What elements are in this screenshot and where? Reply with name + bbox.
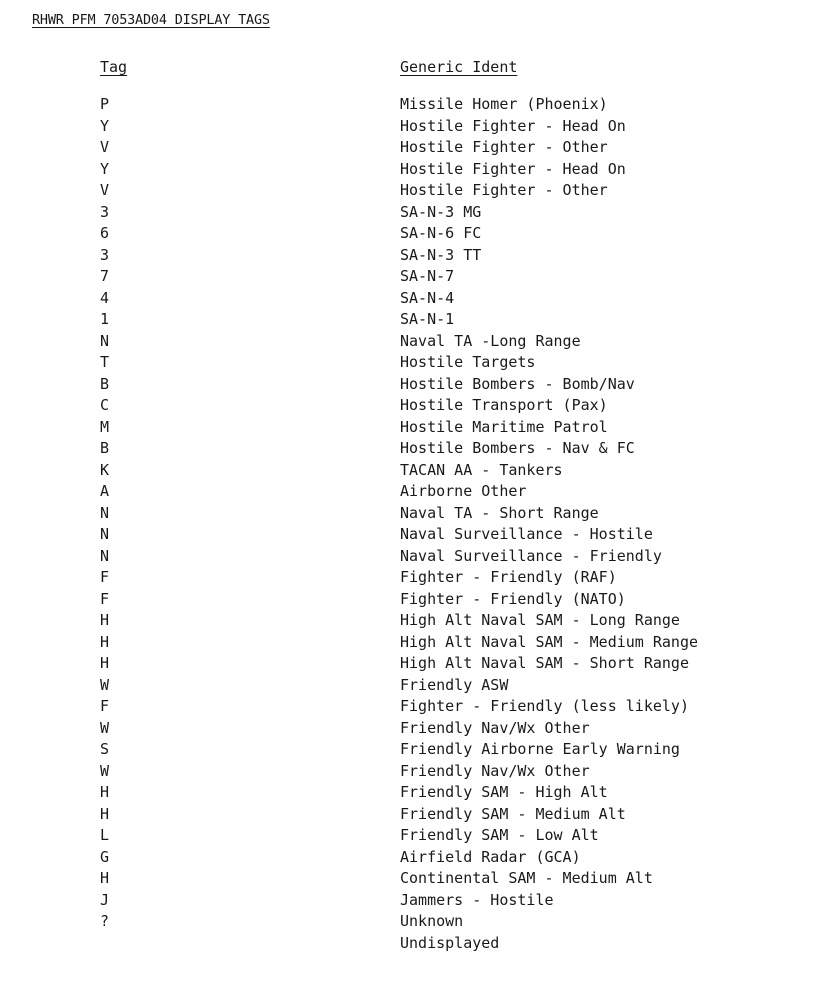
document-title: RHWR PFM 7053AD04 DISPLAY TAGS: [32, 12, 270, 28]
table-row: [0, 202, 825, 224]
tag-cell: W: [100, 675, 110, 694]
generic-ident-cell: High Alt Naval SAM - Short Range: [400, 654, 689, 672]
generic-ident-cell: Airfield Radar (GCA): [400, 847, 581, 866]
table-row: [0, 180, 825, 202]
table-row: [0, 675, 825, 697]
generic-ident-cell: Naval Surveillance - Hostile: [400, 525, 653, 543]
table-row: [0, 761, 825, 783]
generic-ident-cell: Friendly SAM - Low Alt: [400, 826, 599, 844]
tag-cell: H: [100, 869, 110, 887]
tag-cell: N: [100, 503, 110, 522]
tag-cell: A: [100, 482, 110, 500]
tag-cell: V: [100, 181, 110, 199]
generic-ident-cell: Friendly Nav/Wx Other: [400, 761, 590, 780]
table-row: [0, 718, 825, 740]
tag-cell: B: [100, 439, 110, 457]
table-row: [0, 159, 825, 181]
tag-cell: M: [100, 417, 110, 436]
table-row: [0, 847, 825, 869]
tag-cell: N: [100, 331, 110, 350]
tag-cell: H: [100, 783, 110, 801]
generic-ident-cell: Friendly SAM - High Alt: [400, 783, 608, 801]
table-row: [0, 374, 825, 396]
generic-ident-cell: Fighter - Friendly (less likely): [400, 697, 689, 715]
table-row: [0, 395, 825, 417]
tag-cell: F: [100, 589, 110, 608]
generic-ident-cell: Missile Homer (Phoenix): [400, 95, 608, 113]
tag-cell: F: [100, 568, 110, 586]
generic-ident-cell: Hostile Fighter - Other: [400, 138, 608, 156]
table-row: [0, 438, 825, 460]
generic-ident-cell: SA-N-7: [400, 267, 455, 285]
generic-ident-cell: Hostile Targets: [400, 353, 536, 371]
table-row: [0, 503, 825, 525]
generic-ident-cell: High Alt Naval SAM - Long Range: [400, 611, 680, 629]
tag-cell: P: [100, 95, 110, 113]
generic-ident-cell: Friendly SAM - Medium Alt: [400, 804, 626, 823]
table-row: [0, 696, 825, 718]
tag-cell: ?: [100, 912, 110, 930]
generic-ident-cell: Jammers - Hostile: [400, 890, 554, 909]
generic-ident-cell: Hostile Transport (Pax): [400, 396, 608, 414]
table-row: [0, 266, 825, 288]
generic-ident-cell: SA-N-1: [400, 310, 455, 328]
tag-cell: H: [100, 632, 110, 651]
tag-cell: 3: [100, 245, 110, 264]
tag-cell: H: [100, 804, 110, 823]
table-row: [0, 653, 825, 675]
table-row: [0, 245, 825, 267]
tag-cell: V: [100, 138, 110, 156]
generic-ident-cell: SA-N-4: [400, 288, 455, 307]
tag-cell: C: [100, 396, 110, 414]
generic-ident-cell: SA-N-6 FC: [400, 224, 482, 242]
tag-cell: F: [100, 697, 110, 715]
generic-ident-cell: Hostile Fighter - Head On: [400, 159, 626, 178]
generic-ident-cell: Airborne Other: [400, 482, 527, 500]
column-header-generic-ident: Generic Ident: [400, 58, 518, 76]
generic-ident-cell: Unknown: [400, 912, 464, 930]
table-row: [0, 288, 825, 310]
generic-ident-cell: SA-N-3 MG: [400, 202, 482, 221]
tag-cell: 7: [100, 267, 110, 285]
generic-ident-cell: TACAN AA - Tankers: [400, 460, 563, 479]
display-tags-table: [0, 94, 825, 954]
generic-ident-cell: Naval TA - Short Range: [400, 503, 599, 522]
tag-cell: W: [100, 718, 110, 737]
table-row: [0, 524, 825, 546]
tag-cell: L: [100, 826, 110, 844]
table-row: [0, 825, 825, 847]
generic-ident-cell: Hostile Fighter - Other: [400, 181, 608, 199]
table-row: [0, 589, 825, 611]
table-row: [0, 739, 825, 761]
table-row: [0, 868, 825, 890]
tag-cell: Y: [100, 159, 110, 178]
tag-cell: 1: [100, 310, 110, 328]
tag-cell: T: [100, 353, 110, 371]
generic-ident-cell: Continental SAM - Medium Alt: [400, 869, 653, 887]
generic-ident-cell: Hostile Bombers - Bomb/Nav: [400, 374, 635, 393]
tag-cell: G: [100, 847, 110, 866]
generic-ident-cell: Hostile Bombers - Nav & FC: [400, 439, 635, 457]
table-row: [0, 567, 825, 589]
table-row: [0, 933, 825, 955]
tag-cell: K: [100, 460, 110, 479]
generic-ident-cell: Undisplayed: [400, 933, 500, 952]
table-row: [0, 804, 825, 826]
tag-cell: H: [100, 654, 110, 672]
tag-cell: J: [100, 890, 110, 909]
generic-ident-cell: Friendly ASW: [400, 675, 509, 694]
table-row: [0, 309, 825, 331]
table-row: [0, 610, 825, 632]
table-row: [0, 94, 825, 116]
tag-cell: W: [100, 761, 110, 780]
generic-ident-cell: Friendly Airborne Early Warning: [400, 740, 680, 758]
table-row: [0, 632, 825, 654]
tag-cell: 4: [100, 288, 110, 307]
generic-ident-cell: Friendly Nav/Wx Other: [400, 718, 590, 737]
tag-cell: N: [100, 546, 110, 565]
table-row: [0, 481, 825, 503]
generic-ident-cell: Fighter - Friendly (RAF): [400, 568, 617, 586]
generic-ident-cell: SA-N-3 TT: [400, 245, 482, 264]
table-row: [0, 911, 825, 933]
generic-ident-cell: Naval TA -Long Range: [400, 331, 581, 350]
table-row: [0, 890, 825, 912]
tag-cell: Y: [100, 116, 110, 135]
table-row: [0, 352, 825, 374]
generic-ident-cell: Hostile Maritime Patrol: [400, 417, 608, 436]
tag-cell: S: [100, 740, 110, 758]
table-row: [0, 331, 825, 353]
table-row: [0, 782, 825, 804]
tag-cell: B: [100, 374, 110, 393]
table-row: [0, 460, 825, 482]
generic-ident-cell: Hostile Fighter - Head On: [400, 116, 626, 135]
generic-ident-cell: Fighter - Friendly (NATO): [400, 589, 626, 608]
tag-cell: N: [100, 525, 110, 543]
table-row: [0, 417, 825, 439]
table-row: [0, 137, 825, 159]
generic-ident-cell: High Alt Naval SAM - Medium Range: [400, 632, 699, 651]
table-row: [0, 223, 825, 245]
tag-cell: 6: [100, 224, 110, 242]
column-header-tag: Tag: [100, 58, 128, 76]
generic-ident-cell: Naval Surveillance - Friendly: [400, 546, 662, 565]
table-row: [0, 546, 825, 568]
tag-cell: 3: [100, 202, 110, 221]
tag-cell: H: [100, 611, 110, 629]
table-row: [0, 116, 825, 138]
